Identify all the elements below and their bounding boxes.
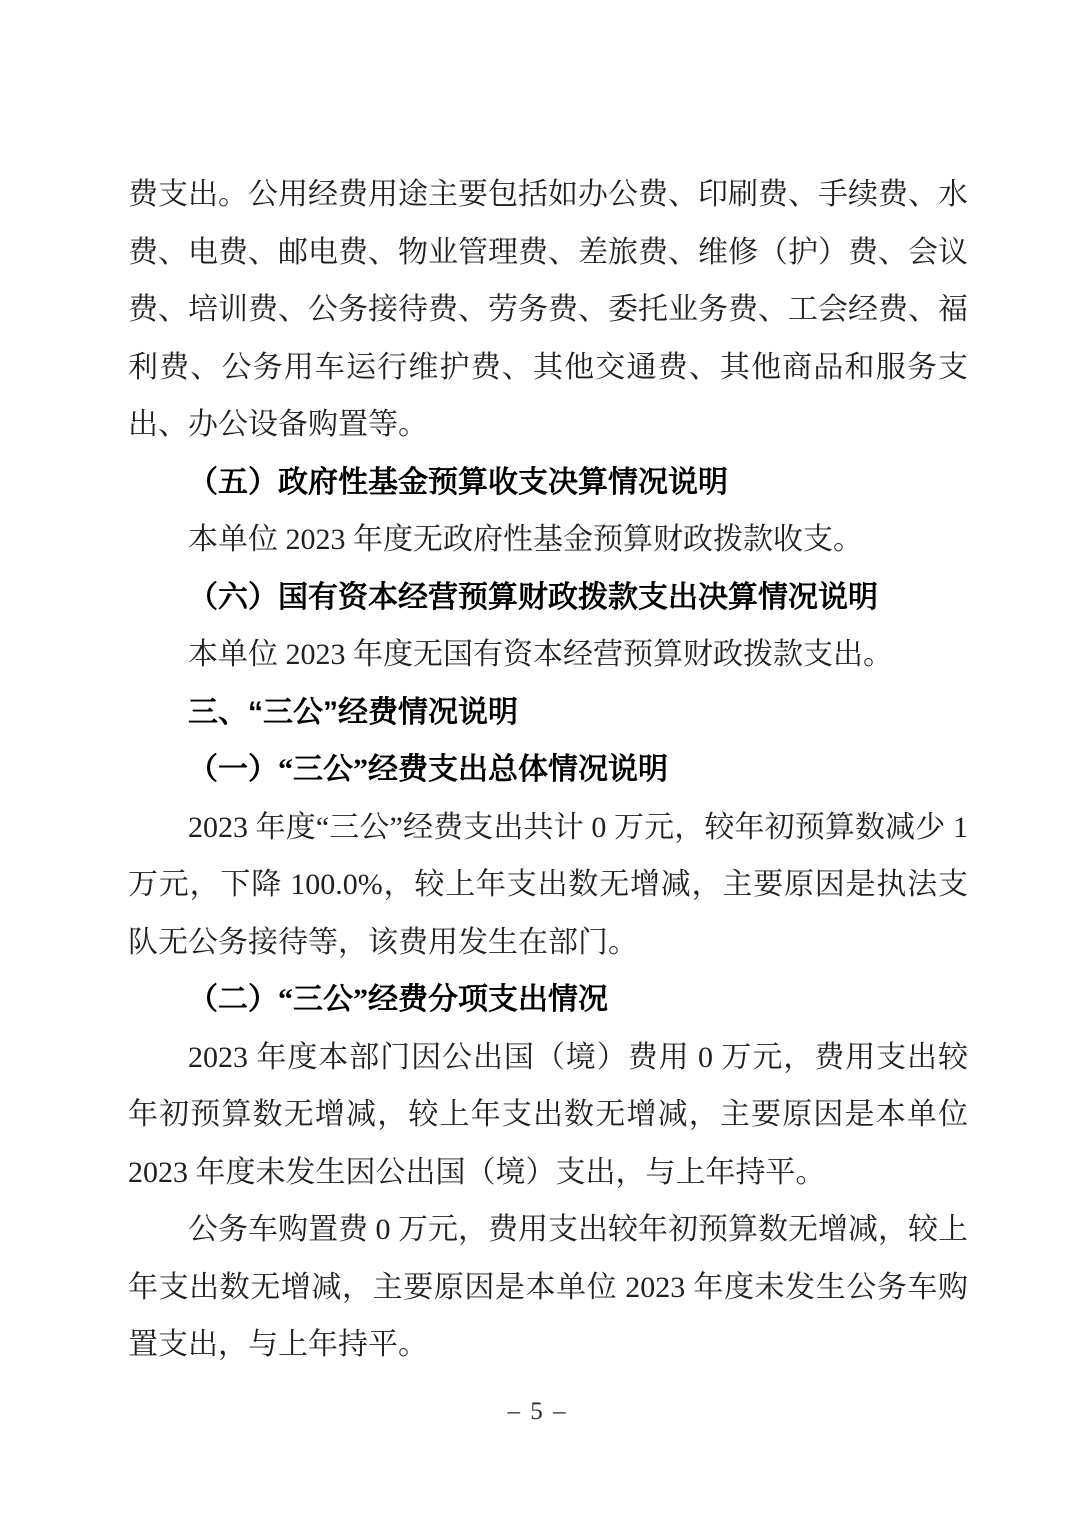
- heading-section-six-state-capital: （六）国有资本经营预算财政拨款支出决算情况说明: [188, 580, 878, 614]
- paragraph-section-six-body: 本单位 2023 年度无国有资本经营预算财政拨款支出。: [188, 638, 893, 671]
- heading-part-three-sangong-funds: 三、“三公”经费情况说明: [188, 695, 518, 729]
- paragraph-public-expense-usage: 费支出。公用经费用途主要包括如办公费、印刷费、手续费、水费、电费、邮电费、物业管理费、差旅费、维修（护）费、会议费、培训费、公务接待费、劳务费、委托业务费、工会经费、福利费、公务用车运行维护费、其他交通费、其他商品和服务支出、办公设备购置等。: [128, 178, 968, 441]
- heading-subsection-two-itemized: （二）“三公”经费分项支出情况: [188, 983, 608, 1016]
- document-body: [128, 166, 968, 1374]
- paragraph-official-vehicle-purchase: 公务车购置费 0 万元，费用支出较年初预算数无增减，较上年支出数无增减，主要原因是本单位 2023 年度未发生公务车购置支出，与上年持平。: [128, 1213, 968, 1361]
- paragraph-overseas-trip-expense: 2023 年度本部门因公出国（境）费用 0 万元，费用支出较年初预算数无增减，较上年支出数无增减，主要原因是本单位 2023 年度未发生因公出国（境）支出，与上年持平。: [128, 1040, 968, 1189]
- heading-subsection-one-overall: （一）“三公”经费支出总体情况说明: [188, 753, 668, 786]
- paragraph-sangong-total-expense: 2023 年度“三公”经费支出共计 0 万元，较年初预算数减少 1 万元，下降 100.0%，较上年支出数无增减，主要原因是执法支队无公务接待等，该费用发生在部门。: [128, 810, 968, 959]
- page-number: – 5 –: [507, 1398, 568, 1425]
- heading-section-five-government-fund: （五）政府性基金预算收支决算情况说明: [188, 465, 728, 499]
- paragraph-section-five-body: 本单位 2023 年度无政府性基金预算财政拨款收支。: [188, 523, 863, 556]
- page-footer: [0, 1396, 1075, 1428]
